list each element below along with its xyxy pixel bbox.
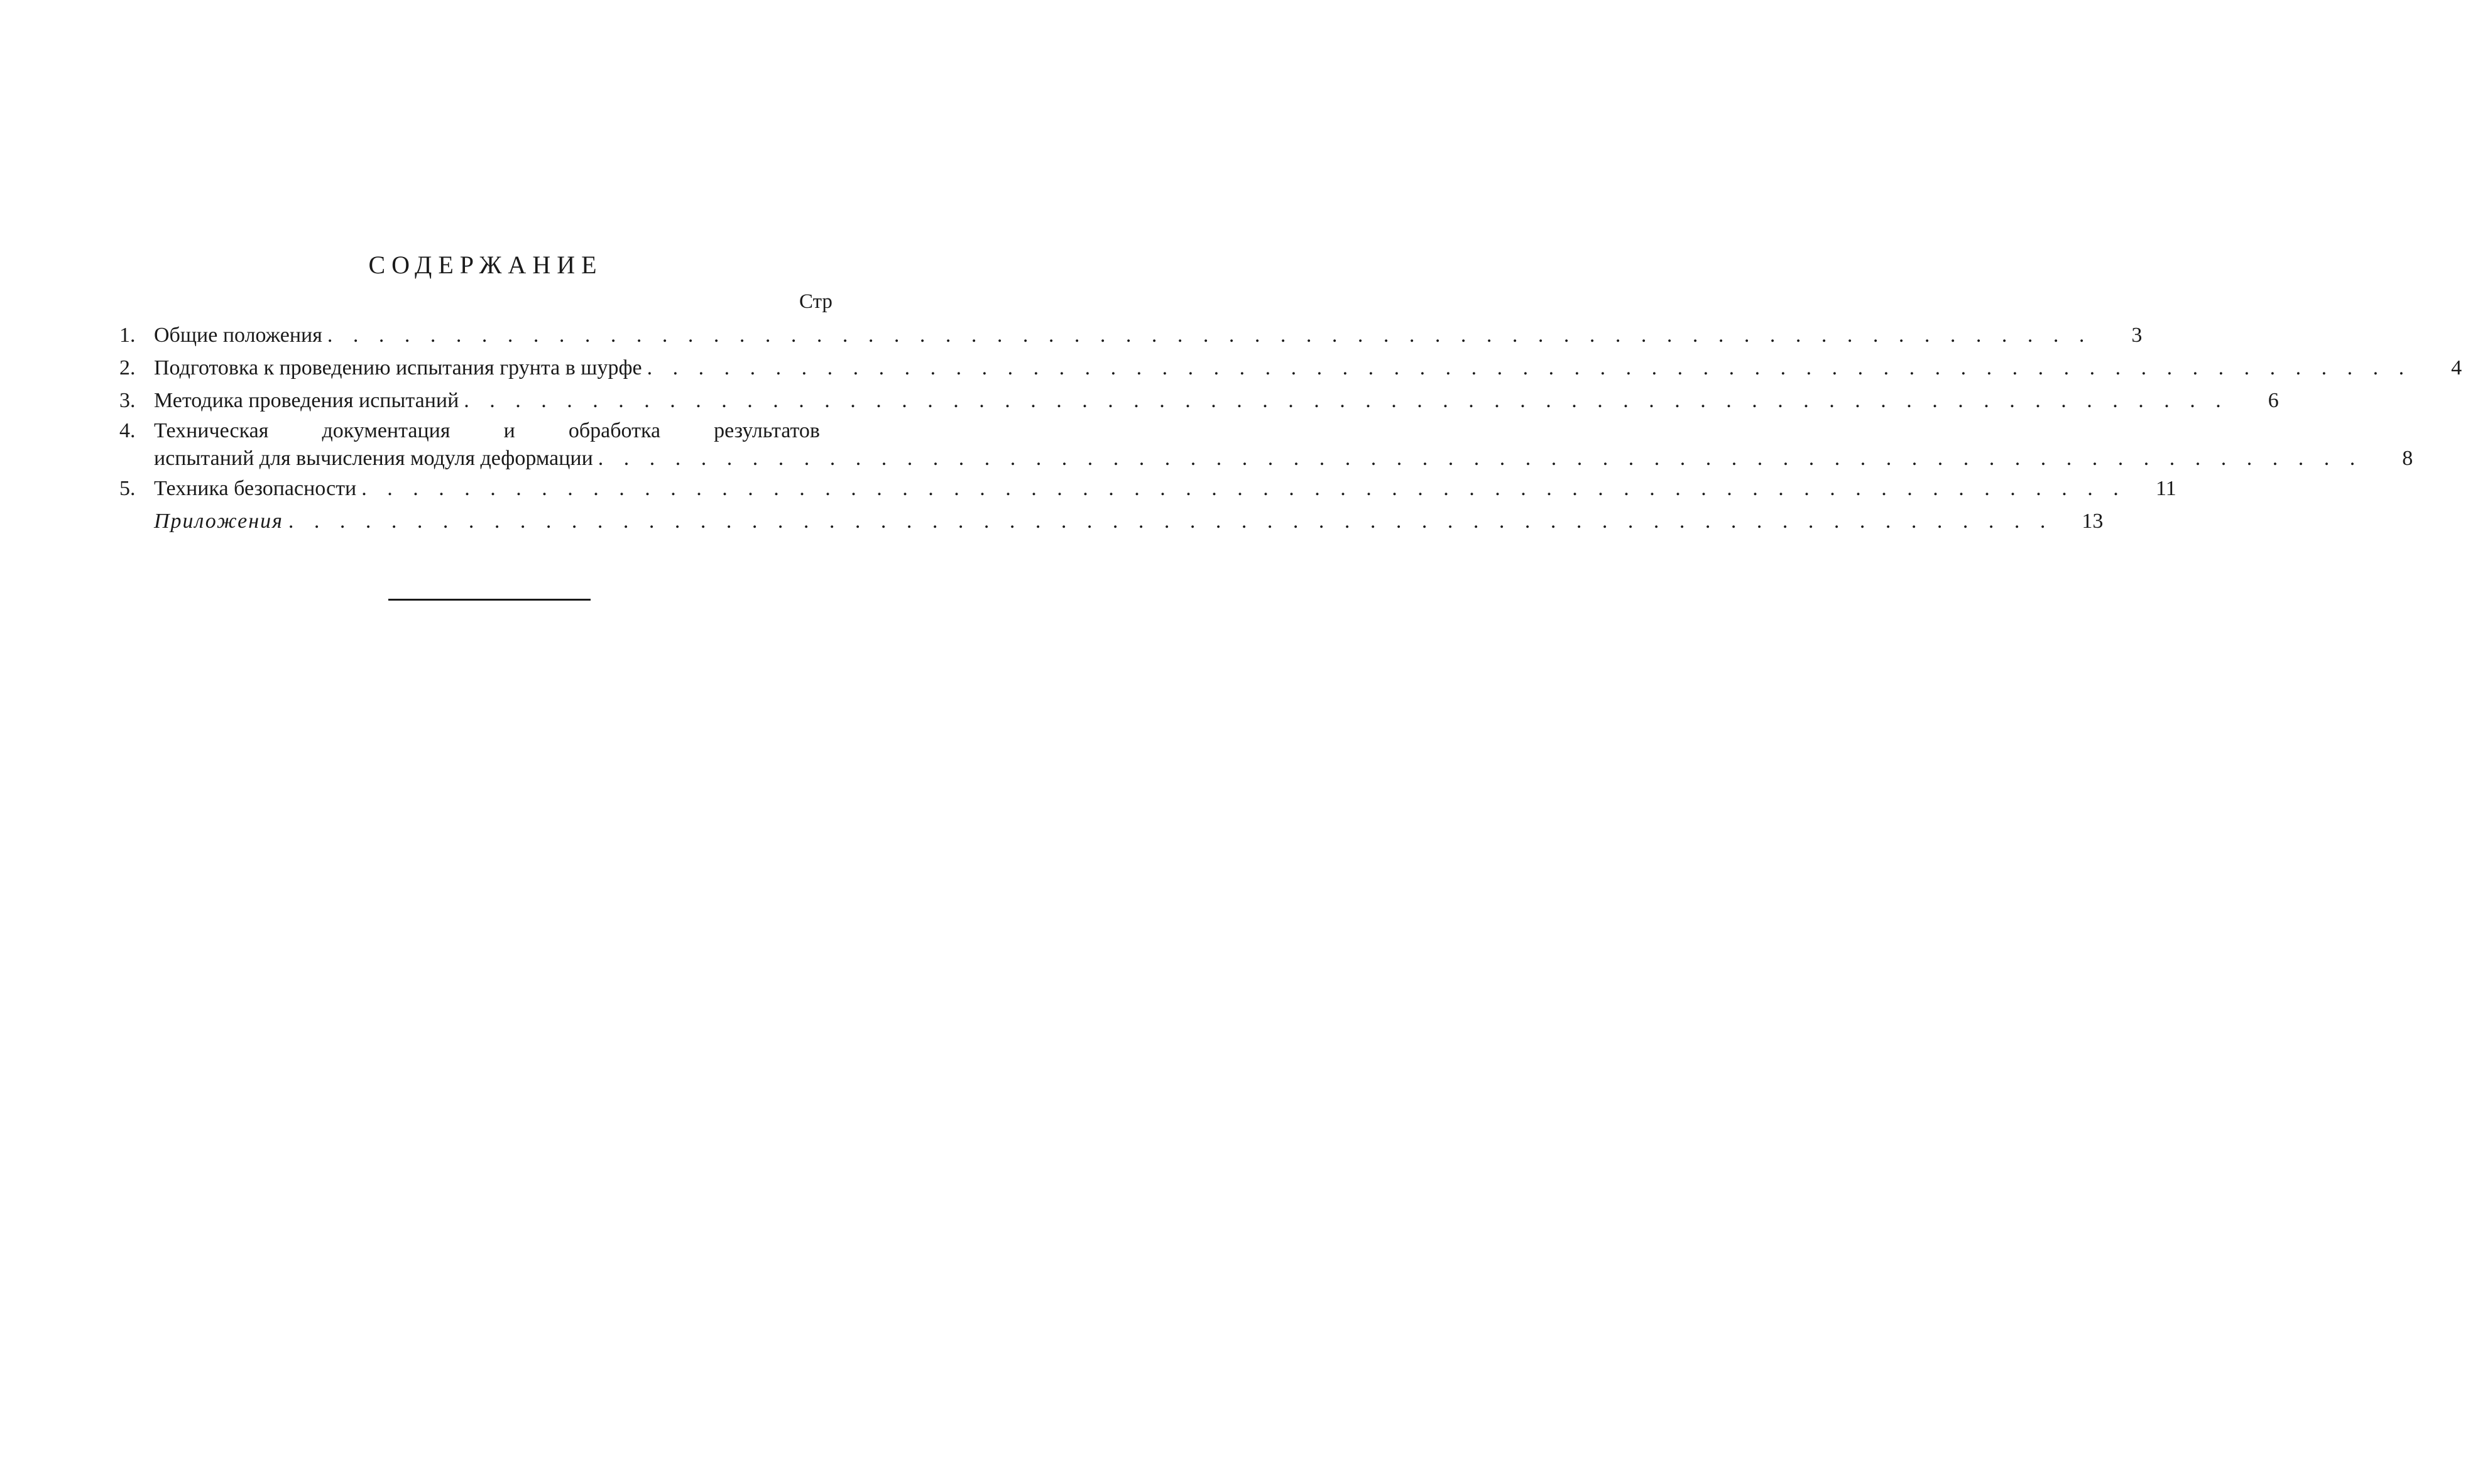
dot-leader: [356, 472, 2126, 505]
page-column-header: Стр: [799, 290, 833, 313]
toc-word: и: [503, 419, 515, 442]
toc-entry: [119, 472, 2176, 505]
toc-entry-text-line2: испытаний для вычисления модуля деформации: [154, 447, 593, 470]
table-of-contents: [119, 319, 2462, 538]
toc-entry-number: 4.: [119, 419, 136, 442]
dot-leader: [642, 352, 2412, 385]
toc-entry: [119, 385, 2279, 417]
toc-title: СОДЕРЖАНИЕ: [368, 251, 603, 279]
toc-entry-page: 11: [2156, 477, 2176, 500]
toc-word: обработка: [568, 419, 661, 442]
toc-entry-number: 2.: [119, 356, 136, 379]
dot-leader: [593, 445, 2363, 472]
toc-entry-page: 3: [2131, 324, 2143, 347]
toc-entry-number: 3.: [119, 389, 136, 412]
toc-entry: [119, 417, 2413, 472]
dot-leader: [459, 385, 2229, 417]
toc-entry-page: 8: [2402, 447, 2413, 470]
toc-word: результатов: [714, 419, 820, 442]
toc-entry-text: Приложения: [154, 510, 283, 533]
toc-entry: [119, 319, 2143, 352]
toc-entry: [119, 505, 2104, 538]
toc-entry-page: 13: [2082, 510, 2104, 533]
toc-entry-page: 6: [2268, 389, 2279, 412]
dot-leader: [322, 319, 2092, 352]
toc-entry-text: Техника безопасности: [154, 477, 357, 500]
toc-entry-text-line1: [154, 417, 820, 445]
toc-word: Техническая: [154, 419, 269, 442]
toc-entry-number: 5.: [119, 477, 136, 500]
toc-entry-page: 4: [2451, 356, 2462, 379]
toc-entry-number: 1.: [119, 324, 136, 347]
toc-entry-text: Подготовка к проведению испытания грунта в шурфе: [154, 356, 642, 379]
toc-word: документация: [322, 419, 450, 442]
toc-entry-text: Общие положения: [154, 324, 322, 347]
toc-entry-text: Методика проведения испытаний: [154, 389, 459, 412]
toc-entry: [119, 352, 2462, 385]
dot-leader: [283, 505, 2053, 538]
closing-rule: [388, 599, 591, 601]
